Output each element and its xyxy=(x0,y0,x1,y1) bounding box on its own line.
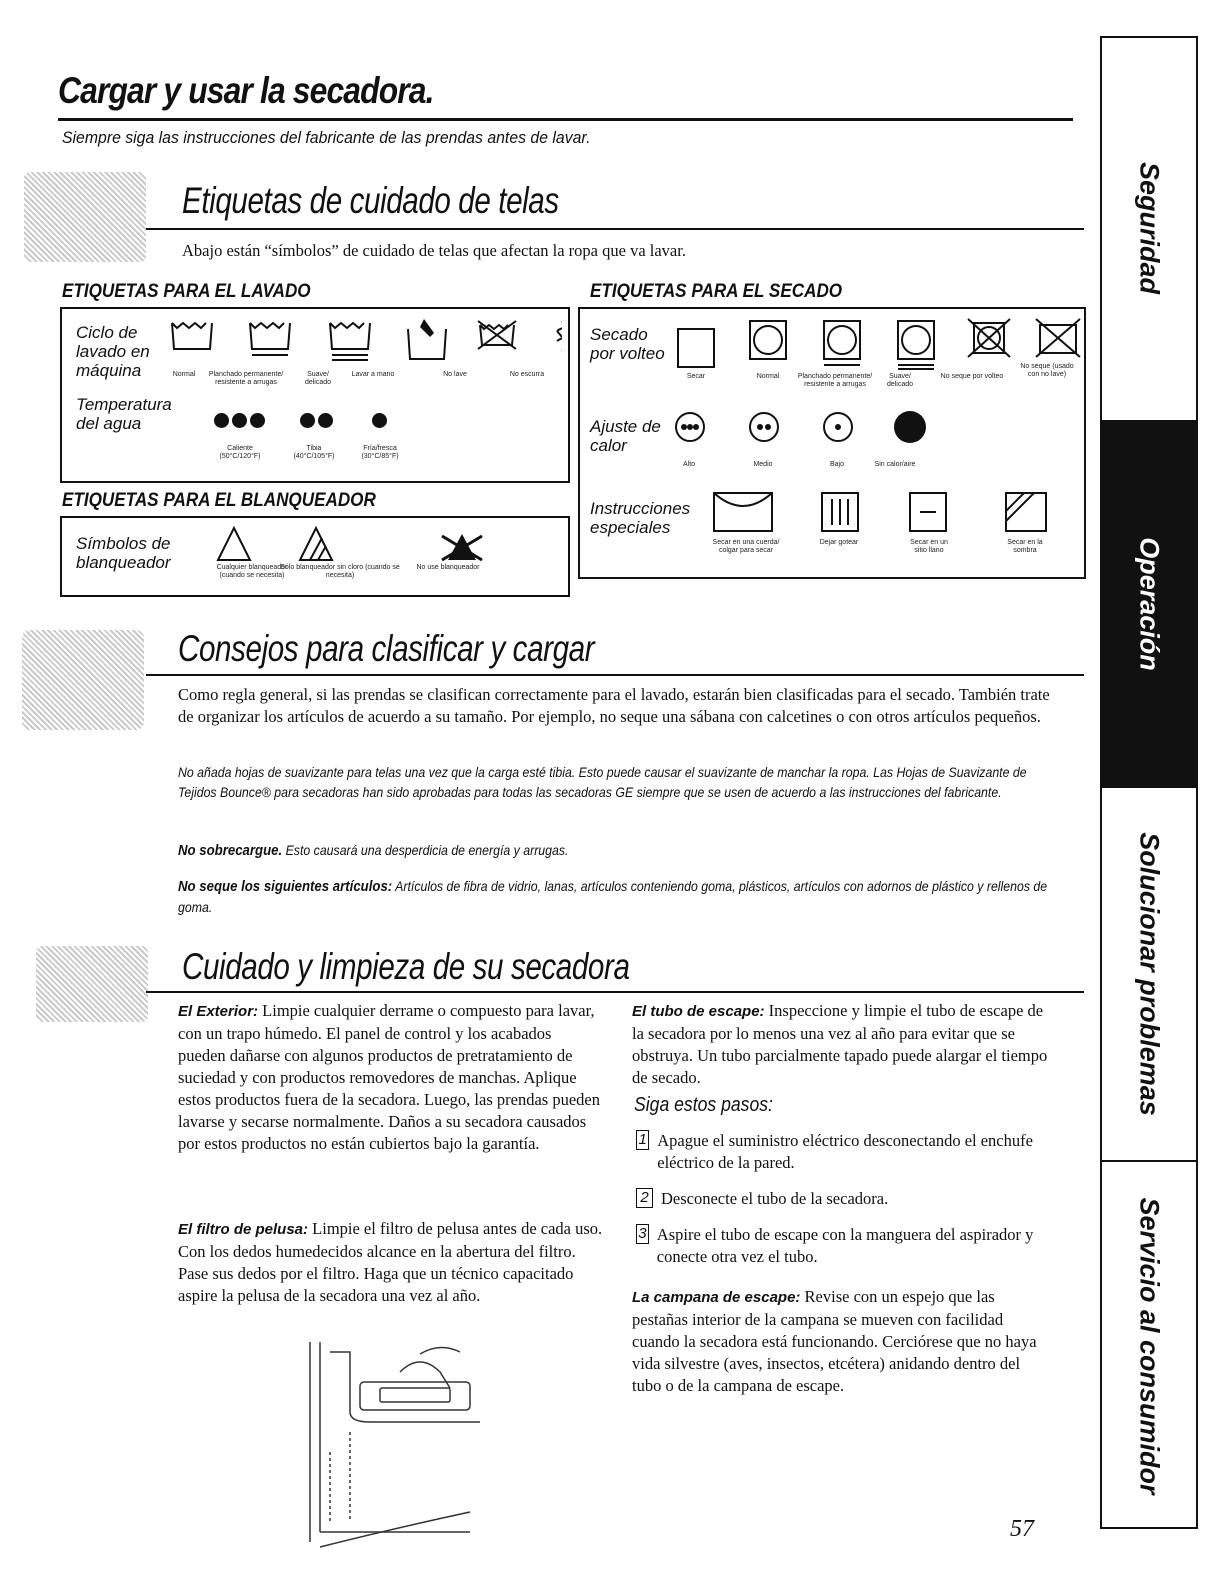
section1-intro: Abajo están “símbolos” de cuidado de telas que afectan la ropa que va lavar. xyxy=(182,241,686,260)
section2-note-softener: No añada hojas de suavizante para telas una vez que la carga esté tibia. Esto puede causar el suavizante de manchar la ropa. Las Hojas de Suavizante de Tejidos Bounce® para secadoras han sido aprobadas para todas las secadoras GE siempre que se usen de acuerdo a las instrucciones del fabricante. xyxy=(178,764,1027,800)
dry-heading: ETIQUETAS PARA EL SECADO xyxy=(590,281,843,302)
tab-servicio-al-consumidor[interactable] xyxy=(1100,1160,1198,1529)
no-heat-icon xyxy=(894,411,926,443)
tumble-item-normal: Normal xyxy=(756,373,780,380)
steps-heading: Siga estos pasos: xyxy=(634,1094,773,1116)
tumble-item-do-not-dry: No seque (usado con no lave) xyxy=(1020,363,1074,378)
temp-warm-dots xyxy=(298,413,334,433)
special-item-dry-shade: Secar en la sombra xyxy=(1007,539,1043,554)
step-3 xyxy=(636,1224,1046,1268)
tumble-item-permanent-press: Planchado permanente/ resistente a arrugas xyxy=(797,373,873,388)
heat-item-low: Bajo xyxy=(829,461,844,468)
exterior-paragraph xyxy=(178,1000,603,1155)
bleach-heading: ETIQUETAS PARA EL BLANQUEADOR xyxy=(62,490,376,511)
heat-setting-icons xyxy=(672,407,942,447)
step-1 xyxy=(636,1130,1046,1174)
bleach-labels-box xyxy=(60,516,570,597)
wash-labels-box xyxy=(60,307,570,483)
tumble-item-delicate: Suave/ delicado xyxy=(886,373,914,388)
wash-heading: ETIQUETAS PARA EL LAVADO xyxy=(62,281,311,302)
machine-item-do-not-wring: No escurra xyxy=(509,371,545,378)
section3-heading: Cuidado y limpieza de su secadora xyxy=(182,946,630,987)
special-instruction-icons xyxy=(710,489,1080,535)
temp-item-cold: Fría/fresca (30°C/85°F) xyxy=(361,445,399,460)
step-2-text: Desconecte el tubo de la secadora. xyxy=(661,1189,889,1208)
do-not-wring-icon xyxy=(557,321,562,351)
tub-normal-icon xyxy=(172,323,212,349)
step-2-number: 2 xyxy=(636,1188,653,1208)
section2-note-overload xyxy=(178,840,1054,861)
sorting-clothes-illustration-icon xyxy=(22,630,144,730)
machine-item-normal: Normal xyxy=(172,371,196,378)
special-item-line-dry: Secar en una cuerda/ colgar para secar xyxy=(712,539,780,554)
exterior-text: Limpie cualquier derrame o compuesto para lavar, con un trapo húmedo. El panel de control y los acabados pueden dañarse con algunos productos de pretratamiento de suciedad y con productos removedores de manchas. Aplique estos productos fuera de la secadora. Luego, las prendas pueden lavarse y secarse normalmente. Daños a su secadora causados por estos productos no están cubiertos bajo la garantía. xyxy=(178,1001,600,1153)
heat-medium-icon xyxy=(750,413,778,441)
lint-filter-paragraph xyxy=(178,1218,603,1307)
step-1-text: Apague el suministro eléctrico desconectando el enchufe eléctrico de la pared. xyxy=(657,1131,1033,1172)
page-title: Cargar y usar la secadora. xyxy=(58,70,434,111)
section2-note-items xyxy=(178,876,1054,917)
heat-item-no-heat: Sin calor/aire xyxy=(874,461,916,468)
tumble-item-dry: Secar xyxy=(686,373,706,380)
exhaust-hood-lead: La campana de escape: xyxy=(632,1289,801,1306)
note-items-text: Artículos de fibra de vidrio, lanas, artículos conteniendo goma, plásticos, artículos con adornos de plástico y rellenos de goma. xyxy=(178,878,1048,915)
note-overload-text: Esto causará una desperdicia de energía y arrugas. xyxy=(282,842,569,858)
lint-filter-illustration-icon xyxy=(290,1332,510,1562)
section3-rule xyxy=(146,991,1084,993)
tub-delicate-icon xyxy=(330,323,370,360)
page-subtitle: Siempre siga las instrucciones del fabricante de las prendas antes de lavar. xyxy=(62,128,591,147)
machine-item-hand-wash: Lavar a mano xyxy=(351,371,395,378)
title-rule xyxy=(58,118,1073,121)
section2-paragraph: Como regla general, si las prendas se clasifican correctamente para el lavado, estarán bien clasificadas para el secado. También trate de organizar los artículos de acuerdo a su tamaño. Por ejemplo, no seque una sábana con calcetines o con otros artículos pequeños. xyxy=(178,685,1050,726)
tub-do-not-wash-icon xyxy=(478,321,516,349)
tumble-dry-label: Secado por volteo xyxy=(590,325,665,363)
lint-filter-text: Limpie el filtro de pelusa antes de cada uso. Con los dedos humedecidos alcance en la abertura del filtro. Pase sus dedos por el filtro. Haga que un técnico capacitado aspire la pelusa de la secadora una vez al año. xyxy=(178,1219,603,1305)
tumble-item-do-not-tumble: No seque por volteo xyxy=(940,373,1004,380)
bleach-item-none: No use blanqueador xyxy=(416,564,480,571)
temp-cold-dot xyxy=(370,413,388,433)
lint-filter-lead: El filtro de pelusa: xyxy=(178,1221,309,1238)
step-3-text: Aspire el tubo de escape con la manguera del aspirador y conecte otra vez el tubo. xyxy=(656,1225,1034,1266)
any-bleach-icon xyxy=(218,528,250,560)
exhaust-paragraph xyxy=(632,1000,1052,1089)
tab-operacion-label: Operación xyxy=(1134,537,1165,671)
note-overload-lead: No sobrecargue. xyxy=(178,842,283,859)
water-temp-label: Temperatura del agua xyxy=(76,395,172,433)
temp-item-warm: Tibia (40°C/105°F) xyxy=(293,445,335,460)
exterior-lead: El Exterior: xyxy=(178,1003,259,1020)
special-instructions-label: Instrucciones especiales xyxy=(590,499,691,537)
tumble-dry-icon xyxy=(678,329,714,367)
special-item-dry-flat: Secar en un sitio llano xyxy=(910,539,948,554)
step-3-number: 3 xyxy=(636,1224,649,1244)
dry-in-shade-icon xyxy=(1006,493,1046,531)
machine-wash-label: Ciclo de lavado en máquina xyxy=(76,323,150,380)
tab-operacion[interactable] xyxy=(1100,420,1198,786)
temp-hot-dots xyxy=(212,413,266,433)
step-2 xyxy=(636,1188,1046,1210)
machine-item-delicate: Suave/ delicado xyxy=(304,371,332,386)
step-1-number: 1 xyxy=(636,1130,649,1150)
special-item-drip-dry: Dejar gotear xyxy=(819,539,859,546)
fabric-care-illustration-icon xyxy=(24,172,146,262)
exhaust-hood-paragraph xyxy=(632,1286,1052,1397)
tab-solucionar-problemas[interactable] xyxy=(1100,786,1198,1160)
section1-rule xyxy=(146,228,1084,230)
tab-servicio-al-consumidor-label: Servicio al consumidor xyxy=(1134,1196,1165,1495)
exhaust-hood-text: Revise con un espejo que las pestañas interior de la campana se mueven con facilidad cuando la secadora está funcionando. Cerciórese que no haya vida silvestre (aves, insectos, etcétera) anidando dentro del tubo o de la campana de escape. xyxy=(632,1287,1037,1395)
section2-rule xyxy=(146,674,1084,676)
bleach-item-any: Cualquier blanqueador (cuando se necesita) xyxy=(216,564,288,579)
exhaust-text: Inspeccione y limpie el tubo de escape de la secadora por lo menos una vez al año para evitar que se obstruya. Un tubo parcialmente tapado puede alargar el tiempo de secado. xyxy=(632,1001,1048,1087)
bleach-label: Símbolos de blanqueador xyxy=(76,534,171,572)
cleaning-illustration-icon xyxy=(36,946,148,1022)
section1-heading: Etiquetas de cuidado de telas xyxy=(182,180,559,221)
dry-labels-box xyxy=(578,307,1086,579)
tab-seguridad[interactable] xyxy=(1100,36,1198,420)
section2-heading: Consejos para clasificar y cargar xyxy=(178,628,595,669)
tab-solucionar-problemas-label: Solucionar problemas xyxy=(1134,832,1165,1116)
temp-item-hot: Caliente (50°C/120°F) xyxy=(219,445,261,460)
bleach-item-non-chlorine: Sólo blanqueador sin cloro (cuando se necesita) xyxy=(280,564,400,579)
heat-item-medium: Medio xyxy=(753,461,773,468)
wash-tub-icons xyxy=(162,315,562,375)
note-items-lead: No seque los siguientes artículos: xyxy=(178,878,393,895)
machine-item-permanent-press: Planchado permanente/ resistente a arrugas xyxy=(208,371,284,386)
page-number: 57 xyxy=(1010,1516,1034,1542)
tab-seguridad-label: Seguridad xyxy=(1134,161,1165,295)
machine-item-do-not-wash: No lave xyxy=(443,371,467,378)
tub-permanent-press-icon xyxy=(250,323,290,355)
heat-setting-label: Ajuste de calor xyxy=(590,417,661,455)
heat-item-high: Alto xyxy=(682,461,696,468)
non-chlorine-bleach-icon xyxy=(300,528,332,560)
bleach-icons xyxy=(202,524,562,564)
exhaust-lead: El tubo de escape: xyxy=(632,1003,765,1020)
